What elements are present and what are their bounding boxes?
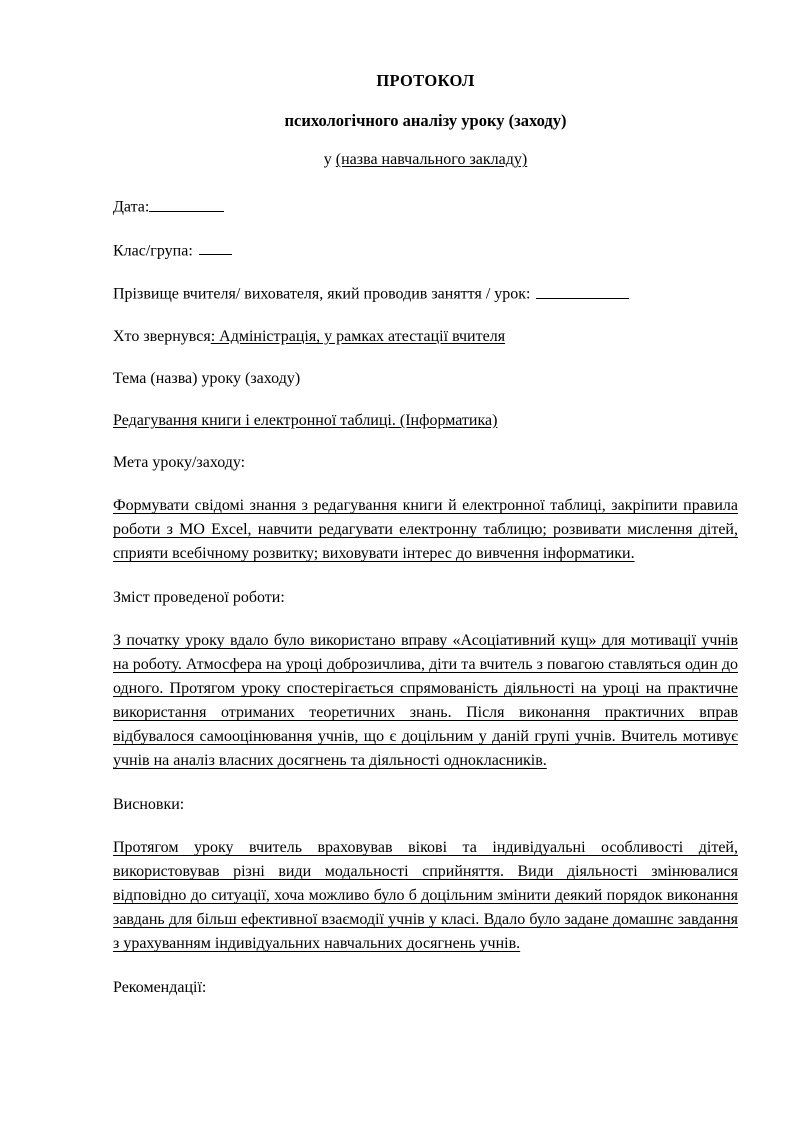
- field-requester-label: Хто звернувся: [113, 328, 211, 346]
- field-teacher-name: [113, 283, 738, 305]
- topic-value: Редагування книги і електронної таблиці. (Інформатика): [113, 412, 498, 430]
- document-body: [113, 72, 738, 1019]
- institution-line: [113, 151, 738, 169]
- topic-label: Тема (назва) уроку (заходу): [113, 370, 301, 388]
- institution-prefix: у: [323, 151, 336, 169]
- field-requester-value: : Адміністрація, у рамках атестації вчителя: [210, 328, 506, 346]
- field-class-group: [113, 240, 738, 262]
- conclusions-label: Висновки:: [113, 796, 185, 814]
- field-class-group-label: Клас/група:: [113, 242, 193, 260]
- goal-text: Формувати свідомі знання з редагування книги й електронної таблиці, закріпити правила роботи з МО Excel, навчити редагувати електронну таблицю; розвивати мислення дітей, сприяти всебічному розвитку; виховувати інтерес до вивчення інформатики.: [113, 497, 738, 563]
- conclusions-text: Протягом уроку вчитель враховував вікові та індивідуальні особливості дітей, використовував різні види модальності сприйняття. Види діяльності змінювалися відповідно до ситуації, хоча можливо було б доцільним змінити деякий порядок виконання завдань для більш ефективної взаємодії учнів у класі. Вдало було задане домашнє завдання з урахуванням індивідуальних навчальних досягнень учнів.: [113, 839, 738, 953]
- page-title: ПРОТОКОЛ: [376, 71, 475, 90]
- document-subtitle: психологічного аналізу уроку (заходу): [284, 111, 567, 131]
- content-text: З початку уроку вдало було використано вправу «Асоціативний кущ» для мотивації учнів на роботу. Атмосфера на уроці доброзичлива, діти та вчитель з повагою ставляться один до одного. Протягом уроку спостерігається спрямованість діяльності на уроці на практичне використання отриманих теоретичних знань. Після виконання практичних вправ відбувалося самооцінювання учнів, що є доцільним у даній групі учнів. Вчитель мотивує учнів на аналіз власних досягнень та діяльності однокласників.: [113, 632, 738, 770]
- recommendations-label: Рекомендації:: [113, 979, 207, 997]
- goal-label: Мета уроку/заходу:: [113, 454, 246, 472]
- field-date: [113, 196, 738, 218]
- content-label: Зміст проведеної роботи:: [113, 589, 285, 607]
- field-teacher-name-input[interactable]: [536, 283, 629, 299]
- field-teacher-name-label: Прізвище вчителя/ вихователя, який проводив заняття / урок:: [113, 286, 531, 304]
- institution-placeholder: (назва навчального закладу): [335, 151, 528, 169]
- topic-value-line: [113, 411, 738, 431]
- field-date-label: Дата:: [113, 198, 150, 216]
- field-requester: [113, 327, 738, 347]
- field-class-group-input[interactable]: [199, 240, 232, 256]
- field-date-input[interactable]: [149, 196, 224, 212]
